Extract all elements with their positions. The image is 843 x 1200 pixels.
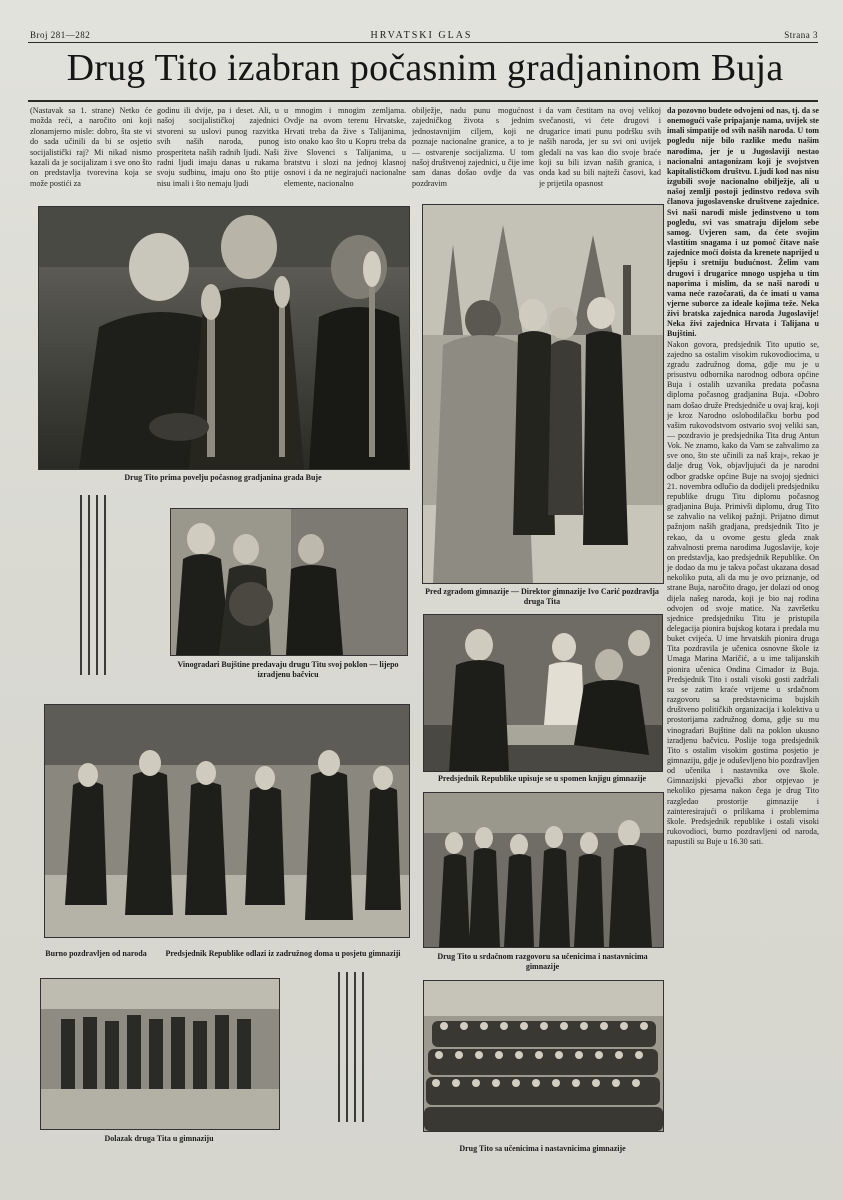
decorative-bar (362, 972, 364, 1122)
photo-arrival-gymnasium-image (41, 979, 279, 1129)
article-column-6 (667, 106, 819, 1164)
caption-photo-3: Pred zgradom gimnazije — Direktor gimnazije Ivo Carić pozdravlja druga Tita (425, 587, 659, 606)
photo-group-students-image (424, 981, 663, 1131)
photo-leaving-cooperative-home-image (45, 705, 409, 937)
article-column-5: i da vam čestitam na ovoj velikoj svečanosti, vi ćete drugovi i drugarice imati punu podršku svih naših naroda, jer su svi oni uvijek gledali na vas kao dio svoje braće koji su bili izvan naših granica, i onda kad su bili najteži časovi, kad je prijetila opasnost (539, 106, 661, 188)
photo-tito-receives-charter (38, 206, 410, 470)
caption-photo-2: Vinogradari Bujštine predavaju drugu Titu svoj poklon — lijepo izradjenu bačvicu (177, 660, 399, 679)
headline: Drug Tito izabran počasnim gradjaninom Buja (66, 47, 784, 89)
photo-winemakers-gift (170, 508, 408, 656)
decorative-bar (346, 972, 348, 1122)
article-column-3: u mnogim i mnogim zemljama. Ovdje na ovom terenu Hrvatske, Hrvati treba da žive s Talijanima, isto onako kao što u Kopru treba da žive Slovenci s Talijanima, u bratstvu i slozi na jednoj klasnoj osnovi i da ne negirajući nacionalne elemente, nacionalno (284, 106, 406, 188)
headline-rule (28, 100, 818, 102)
caption-photo-4: Predsjednik Republike upisuje se u spomen knjigu gimnazije (437, 774, 647, 783)
photo-in-front-of-gymnasium (422, 204, 664, 584)
caption-photo-7: Dolazak druga Tita u gimnaziju (104, 1134, 214, 1143)
decorative-bar (88, 495, 90, 675)
caption-photo-6: Drug Tito u srdačnom razgovoru sa učenicima i nastavnicima gimnazije (437, 952, 648, 971)
issue-number: Broj 281—282 (30, 30, 91, 40)
photo-signing-guestbook-image (424, 615, 662, 771)
photo-winemakers-gift-image (171, 509, 407, 655)
photo-arrival-gymnasium (40, 978, 280, 1130)
caption-photo-5b: Predsjednik Republike odlazi iz zadružnog doma u posjetu gimnaziji (165, 949, 401, 958)
photo-in-front-of-gymnasium-image (423, 205, 663, 583)
caption-photo-8: Drug Tito sa učenicima i nastavnicima gimnazije (459, 1144, 626, 1153)
article-column-1: (Nastavak sa 1. strane) Netko će možda reći, a naročito oni koji zlonamjerno misle: dobro, šta ste vi do sada učinili da bi se osjetio socijalistički raj? Mi nikad nismo kazali da je socijalizam i sve ono što on predstavlja tvorevina koja se može postići za (30, 106, 152, 188)
decorative-bar (354, 972, 356, 1122)
page-number: Strana 3 (784, 30, 818, 40)
photo-group-students (423, 980, 664, 1132)
photo-conversation-students-image (424, 793, 663, 947)
decorative-bar (104, 495, 106, 675)
caption-photo-1: Drug Tito prima povelju počasnog gradjanina grada Buje (124, 473, 322, 482)
newspaper-name: HRVATSKI GLAS (370, 30, 473, 41)
photo-conversation-students (423, 792, 664, 948)
caption-photo-5a: Burno pozdravljen od naroda (45, 949, 147, 958)
decorative-bar (80, 495, 82, 675)
photo-signing-guestbook (423, 614, 663, 772)
article-column-4: obilježje, nadu punu mogućnost zajedničkog života s jednim jednostavnijim ciljem, koji ne poznaje nacionalne granice, a to je — ostvarenje socijalizma. U tom našoj društvenoj zajednici, u čije ime sam danas došao ovdje da vas pozdravim (412, 106, 534, 188)
decorative-bar (338, 972, 340, 1122)
photo-tito-receives-charter-image (39, 207, 409, 469)
decorative-bar (96, 495, 98, 675)
col6-text-a: da pozovno budete odvojeni od nas, tj. da se onemogući vaše pripajanje nama, uvijek ste imali simpatije od svih naših naroda. U tom pogledu nije bilo razlike među našim narodima, jer je u Jugoslaviji nestao nacionalni antagonizam koji je svojstven kapitalističkom društvu. Ljudi kod nas nisu izgubili svoje nacionalno obilježje, ali u našoj zemlji postoji jedinstvo redova svih članova jugoslavenske društvene zajednice. Svi naši narodi misle jedinstveno u tom pogledu, svi vas smatraju dijelom sebe samog. Uvjeren sam, da ćete svojim vlastitim snagama i uz pomoć čitave naše zajednice moći doista da krenete naprijed u ljepšu i sretniju budućnost. Želim vam drugovi i drugarice mnogo uspjeha u tim naporima i mislim, da se naši narodi u vama neće razočarati, da će imati u vama vjerne suborce za ideale kojima teže. Neka živi bratska zajednica naroda Jugoslavije! Neka živi zajednica Hrvata i Talijana u Bujštini. (667, 106, 819, 339)
photo-leaving-cooperative-home (44, 704, 410, 938)
article-column-2: godinu ili dvije, pa i deset. Ali, u našoj socijalističkoj zajednici stvoreni su uslovi punog razvitka svih naših naroda, punog prosperiteta naših radnih ljudi. Naši radni ljudi imaju danas u rukama svoju sudbinu, imaju ono što ptije nisu imali i što nemaju ljudi (157, 106, 279, 188)
col6-text-b: Nakon govora, predsjednik Tito uputio se, zajedno sa ostalim visokim rukovodiocima, u zgradu zadružnog doma, gdje mu je u prisustvu odbornika narodnog odbora općine Buja i ostalih uzvanika predata počasna diploma počasnog gradjanina Buja. «Dobro nam došao druže Predsjedniče u ovaj kraj, koji je kroz Narodno oslobodilačku borbu pod vašim rukovodstvom ostvario svoj veliki san, — pozdravio je predsjednika Tita drug Antun Vok. Ne znamo, kako da Vam se zahvalimo za sve ono, što ste učinili za naš kraj», rekao je dalje drug Vok, objavljujući da je narodni odbor gradske općine Buje na svojoj sjednici 21. novembra odlučio da dodijeli predsjedniku republike drugu Titu diplomu počasnog gradjanina Buja. Primivši diplomu, drug Tito se zahvalio na velikoj pažnji. Prijatno dirnut pažnjom naših gradjana, predsjednik Tito je rekao, da u ovome gestu gleda znak zahvalnosti prema narodima Jugoslavije, koje on predstavlja, kao predsjednik Republike. On je dodao da mu je takva počast ukazana dosad nekoliko puta, ali da mu je ovo priznanje, od strane Buja, naročito drago, jer dolazi od onog dijela našeg naroda, koji je bio naj rodina odvojen od svoje matice. Na završetku sjednice predsjedniku Titu je pristupila delegacija pionira bujskog kotara i predala mu buket cvijeća. U ime hrvatskih pionira druga Tita pozdravila je učenica osnovne škole iz Umaga Marina Maričić, a u ime talijanskih pionira učenica Ondina Cimador iz Buja. Predsjednik Tito i ostali visoki gosti zadržali su se zatim kraće vrijeme u srdačnom razgovoru sa predstavnicima bujskih društveno političkih organizacija i kolektiva u prostorijama zadružnog doma, gdje su mu vinogradari Bujštine dali na poklon ukusno izradjenu bačvicu. Poslije toga predsjednik Tito s ostalim visokim gostima posjetio je gimnaziju, gdje je oduševljeno bio pozdravljen od učenika i nastavnika ove škole. Gimnazijski pjevački zbor otpjevao je nekoliko pjesama nakon čega je drug Tito razgledao prostorije gimnazije i zainteresirajući o prilikama i problemima škole. Predsjednik republike i ostali visoki rukovodioci, burno pozdravljeni od naroda, napustili su Buje u 16.30 sati. (667, 339, 819, 847)
header-rule (28, 42, 818, 43)
